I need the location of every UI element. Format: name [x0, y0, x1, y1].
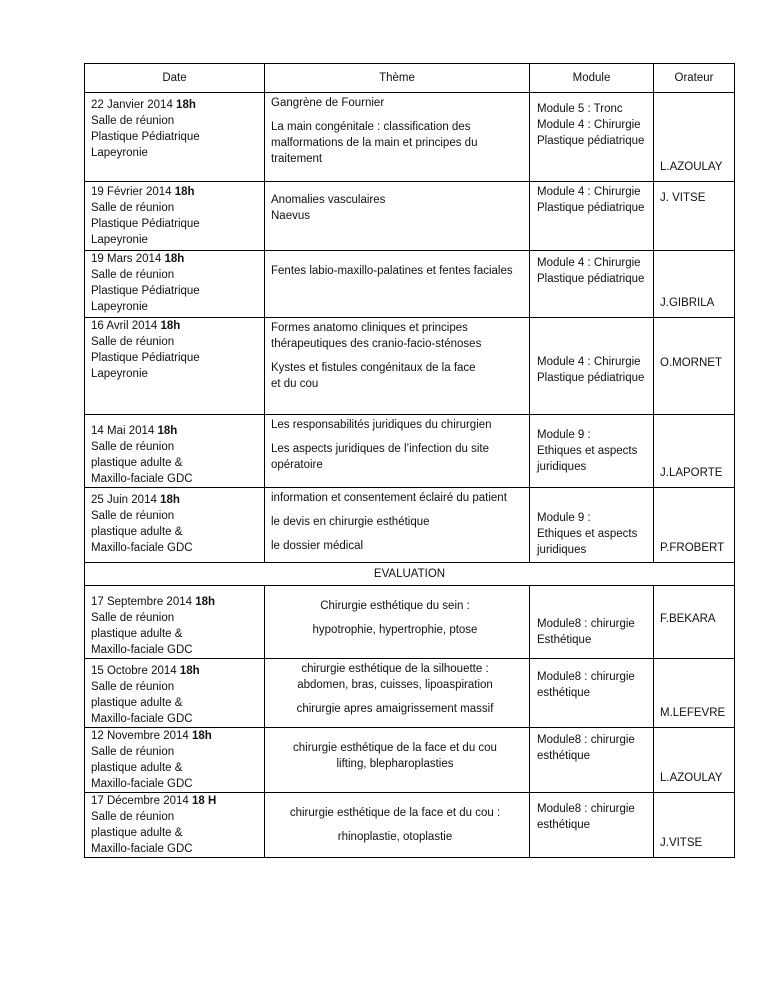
session-date	[91, 97, 264, 113]
module-line: Module8 : chirurgie	[537, 618, 635, 630]
session-date	[91, 663, 264, 679]
theme-cell	[265, 659, 530, 728]
speaker-name: J.LAPORTE	[660, 467, 723, 479]
table-row	[85, 93, 735, 182]
module-line: Esthétique	[537, 634, 592, 646]
module-cell	[530, 793, 654, 858]
location-line: Plastique Pédiatrique	[91, 131, 200, 143]
theme-line: et du cou	[271, 378, 319, 390]
module-line: Module 5 : Tronc	[537, 103, 623, 115]
location-line: Salle de réunion	[91, 681, 175, 693]
date-cell	[85, 415, 265, 488]
theme-line: Anomalies vasculaires	[271, 194, 386, 206]
theme-line: malformations de la main et principes du	[271, 137, 478, 149]
location-line: plastique adulte &	[91, 628, 183, 640]
module-line: Module8 : chirurgie	[537, 803, 635, 815]
location-line: Salle de réunion	[91, 811, 175, 823]
theme-line	[271, 433, 525, 441]
theme-cell	[265, 728, 530, 793]
theme-line: Fentes labio-maxillo-palatines et fentes faciales	[271, 265, 513, 277]
date-text: 14 Mai 2014	[91, 425, 158, 437]
module-cell	[530, 93, 654, 182]
date-cell	[85, 182, 265, 251]
module-line: Module8 : chirurgie	[537, 671, 635, 683]
module-line: Module 4 : Chirurgie	[537, 257, 641, 269]
location-line: plastique adulte &	[91, 457, 183, 469]
date-cell	[85, 793, 265, 858]
location-line: Salle de réunion	[91, 746, 175, 758]
location-line: Salle de réunion	[91, 202, 175, 214]
module-line: juridiques	[537, 461, 587, 473]
table-row	[85, 251, 735, 318]
speaker-cell	[654, 318, 735, 415]
theme-cell	[265, 93, 530, 182]
speaker-cell	[654, 93, 735, 182]
date-text: 22 Janvier 2014	[91, 99, 177, 111]
location-line: Salle de réunion	[91, 115, 175, 127]
theme-line: traitement	[271, 153, 323, 165]
theme-line: Kystes et fistules congénitaux de la face	[271, 362, 476, 374]
theme-line: Chirurgie esthétique du sein :	[320, 600, 470, 612]
module-line: Plastique pédiatrique	[537, 135, 645, 147]
theme-cell	[265, 318, 530, 415]
theme-line: le dossier médical	[271, 540, 364, 552]
table-row	[85, 182, 735, 251]
date-cell	[85, 586, 265, 659]
date-text: 19 Mars 2014	[91, 253, 165, 265]
table-row	[85, 488, 735, 563]
speaker-name: L.AZOULAY	[660, 161, 723, 173]
session-time: 18h	[160, 494, 180, 506]
location-line: Maxillo-faciale GDC	[91, 542, 193, 554]
session-time: 18h	[157, 425, 178, 437]
module-cell	[530, 659, 654, 728]
date-cell	[85, 251, 265, 318]
location-line: Salle de réunion	[91, 336, 175, 348]
module-line: Module 4 : Chirurgie	[537, 186, 641, 198]
theme-line: Les responsabilités juridiques du chirurgien	[271, 419, 492, 431]
theme-line	[265, 821, 525, 829]
theme-line: lifting, blepharoplasties	[336, 758, 454, 770]
location-line: plastique adulte &	[91, 762, 183, 774]
date-text: 15 Octobre 2014	[91, 665, 180, 677]
location-line: plastique adulte &	[91, 526, 183, 538]
speaker-cell	[654, 182, 735, 251]
session-time: 18h	[164, 253, 185, 265]
module-line: Module 9 :	[537, 429, 591, 441]
theme-line: chirurgie esthétique de la face et du cou	[293, 742, 497, 754]
date-text: 17 Septembre 2014	[91, 596, 196, 608]
speaker-name: J.GIBRILA	[660, 297, 715, 309]
module-line: esthétique	[537, 819, 591, 831]
header-date: Date	[85, 64, 265, 93]
module-line: esthétique	[537, 750, 591, 762]
module-line: Module 9 :	[537, 512, 591, 524]
theme-line: hypotrophie, hypertrophie, ptose	[312, 624, 478, 636]
speaker-cell	[654, 793, 735, 858]
module-line: Plastique pédiatrique	[537, 202, 645, 214]
session-date	[91, 184, 264, 200]
speaker-name: J.VITSE	[660, 837, 703, 849]
speaker-cell	[654, 659, 735, 728]
theme-cell	[265, 415, 530, 488]
module-cell	[530, 728, 654, 793]
speaker-cell	[654, 415, 735, 488]
session-date	[91, 318, 264, 334]
module-cell	[530, 586, 654, 659]
speaker-cell	[654, 586, 735, 659]
module-cell	[530, 182, 654, 251]
theme-line	[271, 530, 525, 538]
location-line: plastique adulte &	[91, 697, 183, 709]
module-line: Module 4 : Chirurgie	[537, 119, 641, 131]
session-time: 18h	[195, 596, 216, 608]
theme-line: information et consentement éclairé du patient	[271, 492, 507, 504]
theme-line: thérapeutiques des cranio-facio-sténoses	[271, 338, 482, 350]
table-row	[85, 793, 735, 858]
speaker-name: M.LEFEVRE	[660, 707, 726, 719]
location-line: Maxillo-faciale GDC	[91, 644, 193, 656]
session-time: 18h	[179, 665, 200, 677]
theme-line: Gangrène de Fournier	[271, 97, 385, 109]
location-line: Lapeyronie	[91, 234, 148, 246]
session-date	[91, 492, 264, 508]
schedule-table	[84, 63, 735, 858]
date-cell	[85, 318, 265, 415]
module-line: Plastique pédiatrique	[537, 273, 645, 285]
header-theme: Thème	[265, 64, 530, 93]
theme-line: chirurgie apres amaigrissement massif	[296, 703, 494, 715]
speaker-name: F.BEKARA	[660, 613, 716, 625]
evaluation-row	[85, 563, 735, 586]
module-cell	[530, 488, 654, 563]
theme-line: Les aspects juridiques de l’infection du site	[271, 443, 489, 455]
date-cell	[85, 93, 265, 182]
date-cell	[85, 659, 265, 728]
table-row	[85, 586, 735, 659]
table-row	[85, 318, 735, 415]
speaker-cell	[654, 251, 735, 318]
date-cell	[85, 488, 265, 563]
date-text: 17 Décembre 2014	[91, 795, 193, 807]
session-time: 18h	[174, 186, 195, 198]
location-line: Maxillo-faciale GDC	[91, 473, 193, 485]
speaker-cell	[654, 488, 735, 563]
theme-line: chirurgie esthétique de la face et du cou :	[289, 807, 501, 819]
date-text: 19 Février 2014	[91, 186, 175, 198]
evaluation-label: EVALUATION	[85, 563, 735, 586]
theme-cell	[265, 251, 530, 318]
module-line: juridiques	[537, 544, 587, 556]
theme-cell	[265, 586, 530, 659]
module-line: esthétique	[537, 687, 591, 699]
module-line: Module 4 : Chirurgie	[537, 356, 641, 368]
location-line: Lapeyronie	[91, 301, 148, 313]
session-date	[91, 793, 264, 809]
theme-line: abdomen, bras, cuisses, lipoaspiration	[297, 679, 493, 691]
session-time: 18 H	[192, 795, 217, 807]
table-row	[85, 415, 735, 488]
speaker-name: L.AZOULAY	[660, 772, 723, 784]
theme-line	[265, 693, 525, 701]
session-time: 18h	[176, 99, 196, 111]
theme-line	[271, 506, 525, 514]
location-line: Salle de réunion	[91, 441, 175, 453]
theme-line: rhinoplastie, otoplastie	[337, 831, 453, 843]
module-line: Ethiques et aspects	[537, 528, 638, 540]
theme-line	[271, 111, 525, 119]
session-date	[91, 251, 264, 267]
theme-line: Formes anatomo cliniques et principes	[271, 322, 468, 334]
theme-line	[271, 352, 525, 360]
table-row	[85, 659, 735, 728]
theme-line: le devis en chirurgie esthétique	[271, 516, 430, 528]
date-cell	[85, 728, 265, 793]
location-line: plastique adulte &	[91, 827, 183, 839]
module-line: Module8 : chirurgie	[537, 734, 635, 746]
module-cell	[530, 318, 654, 415]
location-line: Maxillo-faciale GDC	[91, 713, 193, 725]
module-cell	[530, 251, 654, 318]
session-time: 18h	[192, 730, 212, 742]
location-line: Plastique Pédiatrique	[91, 352, 200, 364]
theme-cell	[265, 488, 530, 563]
speaker-name: J. VITSE	[660, 192, 706, 204]
module-line: Plastique pédiatrique	[537, 372, 645, 384]
module-cell	[530, 415, 654, 488]
location-line: Salle de réunion	[91, 269, 175, 281]
module-line: Ethiques et aspects	[537, 445, 638, 457]
theme-cell	[265, 793, 530, 858]
theme-line: opératoire	[271, 459, 323, 471]
location-line: Plastique Pédiatrique	[91, 285, 200, 297]
session-date	[91, 594, 264, 610]
location-line: Lapeyronie	[91, 147, 148, 159]
location-line: Plastique Pédiatrique	[91, 218, 200, 230]
theme-line	[265, 614, 525, 622]
table-row	[85, 728, 735, 793]
speaker-cell	[654, 728, 735, 793]
speaker-name: P.FROBERT	[660, 542, 725, 554]
location-line: Salle de réunion	[91, 510, 175, 522]
theme-line: Naevus	[271, 210, 310, 222]
theme-line: La main congénitale : classification des	[271, 121, 471, 133]
theme-line: chirurgie esthétique de la silhouette :	[301, 663, 489, 675]
location-line: Maxillo-faciale GDC	[91, 843, 193, 855]
session-date	[91, 728, 264, 744]
date-text: 16 Avril 2014	[91, 320, 161, 332]
location-line: Salle de réunion	[91, 612, 175, 624]
header-row	[85, 64, 735, 93]
date-text: 12 Novembre 2014	[91, 730, 193, 742]
theme-cell	[265, 182, 530, 251]
session-date	[91, 423, 264, 439]
speaker-name: O.MORNET	[660, 357, 722, 369]
header-orateur: Orateur	[654, 64, 735, 93]
header-module: Module	[530, 64, 654, 93]
location-line: Maxillo-faciale GDC	[91, 778, 193, 790]
date-text: 25 Juin 2014	[91, 494, 161, 506]
session-time: 18h	[160, 320, 181, 332]
location-line: Lapeyronie	[91, 368, 148, 380]
